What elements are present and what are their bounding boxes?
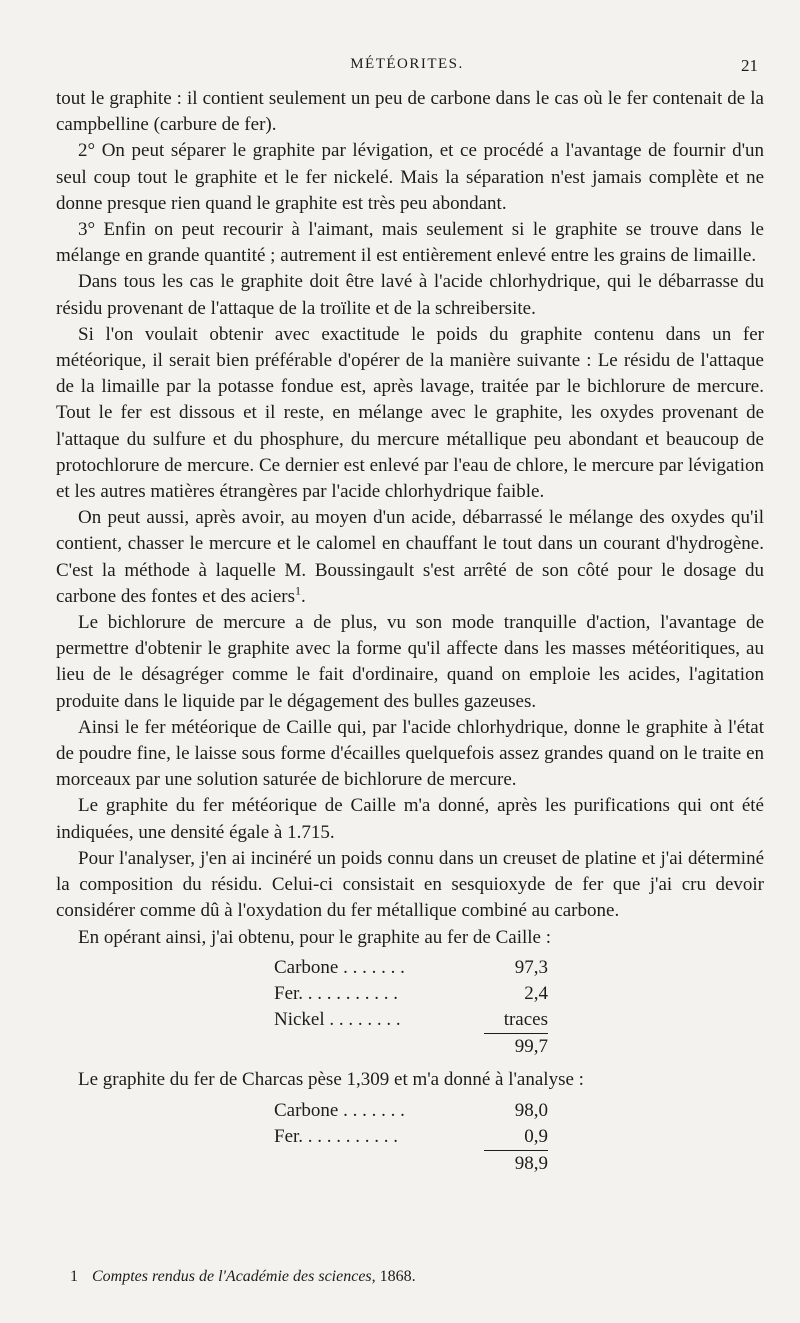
row-value: 0,9 [524, 1125, 548, 1147]
row-label: Nickel . . . . . . . . [274, 1009, 401, 1031]
footnote-text: Comptes rendus de l'Académie des sciences, [92, 1268, 376, 1285]
row-total: 98,9 [484, 1150, 548, 1177]
row-value: 2,4 [524, 982, 548, 1004]
paragraph: Le graphite du fer météorique de Caille m'a donné, après les purifications qui ont été indiquées, une densité égale à 1.715. [56, 795, 764, 843]
table-total-row [274, 1150, 574, 1176]
analysis-table-caille [274, 955, 574, 1060]
paragraph: 3° Enfin on peut recourir à l'aimant, mais seulement si le graphite se trouve dans le mélange en grande quantité ; autrement il est entièrement enlevé entre les grains de limaille. [56, 219, 764, 267]
footnote-year: 1868. [379, 1268, 416, 1285]
row-total: 99,7 [484, 1033, 548, 1060]
running-title: MÉTÉORITES. [350, 56, 464, 72]
row-label: Fer. . . . . . . . . . . [274, 1125, 399, 1147]
paragraph: Le bichlorure de mercure a de plus, vu son mode tranquille d'action, l'avantage de permettre d'obtenir le graphite avec la forme qu'il affecte dans les masses météoritiques, au lieu de le désagréger comme le fait d'ordinaire, quand on emploie les acides, l'agitation produite dans le liquide par le dégagement des bulles gazeuses. [56, 612, 764, 712]
paragraph: Dans tous les cas le graphite doit être lavé à l'acide chlorhydrique, qui le débarrasse du résidu provenant de l'attaque de la troïlite et de la schreibersite. [56, 271, 764, 319]
paragraph: Ainsi le fer météorique de Caille qui, par l'acide chlorhydrique, donne le graphite à l'état de poudre fine, le laisse sous forme d'écailles quelquefois assez grandes quand on le traite en morceaux par une solution saturée de bichlorure de mercure. [56, 716, 764, 791]
footnote-number: 1 [70, 1268, 78, 1285]
paragraph: Le graphite du fer de Charcas pèse 1,309 et m'a donné à l'analyse : [78, 1069, 584, 1091]
row-value: 97,3 [514, 956, 548, 978]
page-header [56, 56, 758, 82]
row-value: 98,0 [514, 1099, 548, 1121]
footnote [70, 1268, 760, 1286]
paragraph: 2° On peut séparer le graphite par lévigation, et ce procédé a l'avantage de fournir d'un seul coup tout le graphite et le fer nickelé. Mais la séparation n'est jamais complète et ne donne presque rien quand le graphite est très peu abondant. [56, 140, 764, 214]
row-value: traces [503, 1009, 548, 1031]
table-row [274, 981, 574, 1007]
page-number: 21 [741, 56, 758, 75]
table-row [274, 1124, 574, 1150]
row-label: Carbone . . . . . . . [274, 956, 405, 978]
footnote-marker: 1 [294, 583, 301, 598]
paragraph: On peut aussi, après avoir, au moyen d'un acide, débarrassé le mélange des oxydes qu'il contient, chasser le mercure et le calomel en chauffant le tout dans un courant d'hydrogène. C'est la méthode à laquelle M. Boussingault s'est arrêté de son côté pour le dosage du carbone des fontes et des aciers$^1$. [56, 507, 764, 607]
paragraph-text: On peut aussi, après avoir, au moyen d'un acide, débarrassé le mélange des oxydes qu'il contient, chasser le mercure et le calomel en chauffant le tout dans un courant d'hydrogène. C'est la méthode à laquelle M. Boussingault s'est arrêté de son côté pour le dosage du carbone des fontes et des aciers [56, 507, 764, 607]
table-row [274, 1007, 574, 1033]
table-total-row [274, 1033, 574, 1059]
paragraph: Si l'on voulait obtenir avec exactitude le poids du graphite contenu dans un fer météorique, il serait bien préférable d'opérer de la manière suivante : Le résidu de l'attaque de la limaille par la potasse fondue est, après lavage, traitée par le bichlorure de mercure. Tout le fer est dissous et il reste, en mélange avec le graphite, les oxydes provenant de l'attaque du sulfure et du phosphure, du mercure métallique peu abondant et beaucoup de protochlorure de mercure. Ce dernier est enlevé par l'eau de chlore, le mercure par lévigation et les autres matières étrangères par l'acide chlorhydrique faible. [56, 323, 764, 503]
table-row [274, 955, 574, 981]
table-row [274, 1098, 574, 1124]
paragraph: Pour l'analyser, j'en ai incinéré un poids connu dans un creuset de platine et j'ai déterminé la composition du résidu. Celui-ci consistait en sesquioxyde de fer que j'ai cru devoir considérer comme dû à l'oxydation du fer métallique combiné au carbone. [56, 847, 764, 922]
body-text [56, 86, 764, 1184]
paragraph: tout le graphite : il contient seulement un peu de carbone dans le cas où le fer contenait de la campbelline (carbure de fer). [56, 88, 764, 136]
analysis-table-charcas [274, 1098, 574, 1177]
row-label: Fer. . . . . . . . . . . [274, 982, 399, 1004]
row-label: Carbone . . . . . . . [274, 1099, 405, 1121]
paragraph: En opérant ainsi, j'ai obtenu, pour le graphite au fer de Caille : [78, 926, 551, 948]
